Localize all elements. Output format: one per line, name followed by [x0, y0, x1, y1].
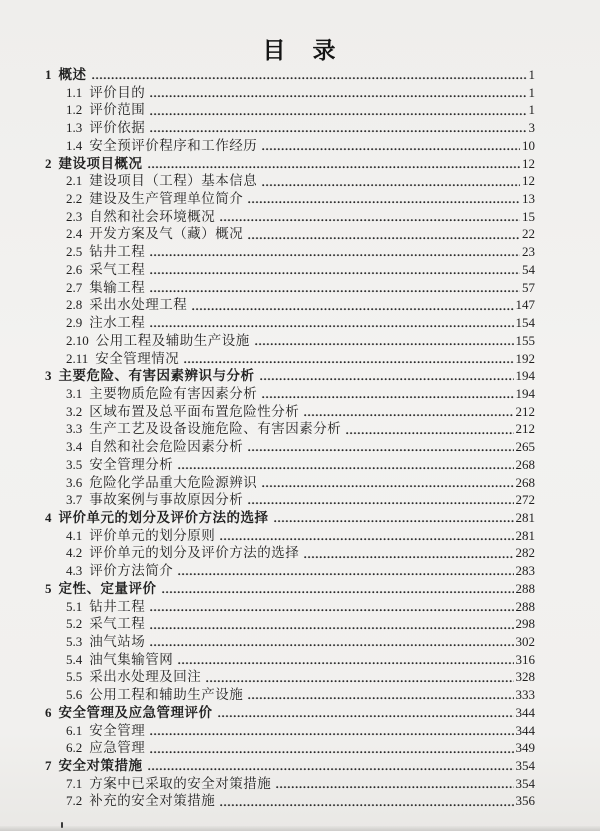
toc-entry: [45, 527, 535, 545]
toc-entry-number: 3.5: [66, 456, 83, 472]
toc-entry-page: 268: [515, 474, 535, 490]
dot-leader: [150, 271, 520, 275]
toc-entry-number: 5.1: [66, 598, 83, 614]
toc-entry-label: 采出水处理及回注: [89, 669, 202, 685]
toc-entry-number: 5.4: [66, 651, 83, 667]
toc-entry-label: 概述: [58, 67, 87, 82]
toc-entry: [45, 403, 535, 421]
toc-entry: [45, 243, 535, 261]
toc-entry-page: 13: [522, 191, 535, 207]
dot-leader: [262, 183, 520, 187]
toc-entry-label: 评价单元的划分及评价方法的选择: [58, 509, 269, 525]
toc-entry-label: 采气工程: [89, 616, 146, 632]
toc-entry-number: 5.2: [66, 616, 83, 632]
toc-entry-label: 评价目的: [89, 84, 146, 100]
scan-speck: [61, 822, 63, 828]
toc-entry-label: 采出水处理工程: [89, 297, 188, 313]
toc-entry-page: 281: [515, 509, 535, 525]
toc-entry-page: 282: [515, 545, 535, 561]
toc-entry-label: 安全管理及应急管理评价: [58, 704, 213, 720]
toc-entry-label: 安全预评价程序和工作经历: [89, 137, 258, 153]
dot-leader: [274, 519, 514, 523]
toc-entry: [45, 438, 535, 456]
toc-entry-page: 328: [515, 669, 535, 685]
toc-entry-number: 2.4: [66, 226, 83, 242]
dot-leader: [248, 448, 513, 452]
dot-leader: [150, 129, 526, 133]
toc-entry-label: 安全管理情况: [95, 350, 180, 366]
toc-entry-number: 2.10: [66, 332, 89, 348]
dot-leader: [148, 165, 521, 169]
toc-entry-page: 354: [515, 758, 535, 774]
toc-entry: [45, 101, 535, 119]
toc-entry-label: 注水工程: [89, 315, 146, 331]
dot-leader: [248, 200, 520, 204]
toc-entry-label: 区域布置及总平面布置危险性分析: [89, 403, 300, 419]
toc-entry: [45, 350, 535, 368]
toc-entry: [45, 739, 535, 757]
dot-leader: [346, 431, 513, 435]
dot-leader: [148, 767, 514, 771]
toc-entry-label: 安全管理: [89, 722, 146, 738]
dot-leader: [262, 395, 513, 399]
toc-entry-number: 2.8: [66, 297, 83, 313]
page-title: 目 录: [262, 38, 338, 63]
toc-entry: [45, 66, 535, 84]
toc-entry-label: 采气工程: [89, 261, 146, 277]
toc-entry: [45, 420, 535, 438]
toc-entry-page: 54: [522, 261, 535, 277]
toc-entry-page: 1: [528, 84, 535, 100]
toc-entry-label: 钻井工程: [89, 244, 146, 260]
toc-entry-label: 开发方案及气（藏）概况: [89, 226, 244, 242]
toc-entry-number: 1.3: [66, 120, 83, 136]
toc-entry: [45, 119, 535, 137]
toc-entry-number: 2: [45, 155, 52, 171]
dot-leader: [150, 94, 526, 98]
dot-leader: [262, 484, 513, 488]
toc-entry-number: 2.7: [66, 279, 83, 295]
toc-entry-page: 147: [515, 297, 535, 313]
toc-entry: [45, 509, 535, 527]
dot-leader: [178, 572, 513, 576]
toc-entry-page: 333: [515, 687, 535, 703]
dot-leader: [262, 147, 520, 151]
toc-entry-page: 281: [515, 527, 535, 543]
toc-entry-page: 3: [528, 120, 535, 136]
toc-entry-page: 15: [522, 208, 535, 224]
toc-entry: [45, 580, 535, 598]
toc-entry-number: 3.2: [66, 403, 83, 419]
toc-entry: [45, 704, 535, 722]
toc-entry: [45, 225, 535, 243]
toc-entry-page: 155: [515, 332, 535, 348]
toc-entry-number: 2.3: [66, 208, 83, 224]
dot-leader: [162, 590, 514, 594]
toc-entry-number: 4: [45, 509, 52, 525]
dot-leader: [218, 714, 514, 718]
toc-entry: [45, 562, 535, 580]
toc-entry: [45, 385, 535, 403]
toc-entry-page: 302: [515, 634, 535, 649]
toc-entry-page: 298: [515, 616, 535, 632]
toc-entry-page: 194: [515, 385, 535, 401]
dot-leader: [304, 413, 513, 417]
toc-entry-number: 7: [45, 758, 52, 774]
toc-entry: [45, 208, 535, 226]
toc-entry-number: 6.2: [66, 740, 83, 756]
toc-entry: [45, 155, 535, 173]
toc-entry-label: 钻井工程: [89, 598, 146, 614]
toc-entry-label: 事故案例与事故原因分析: [89, 492, 244, 508]
toc-entry: [45, 544, 535, 562]
toc-entry-label: 评价范围: [89, 102, 146, 118]
toc-entry-number: 4.3: [66, 563, 83, 579]
toc-entry-page: 194: [515, 368, 535, 384]
dot-leader: [304, 555, 513, 559]
toc-entry-number: 2.6: [66, 261, 83, 277]
toc-entry-label: 安全对策措施: [58, 758, 143, 774]
toc-entry-label: 主要危险、有害因素辨识与分析: [58, 368, 255, 384]
toc-entry-number: 1.2: [66, 102, 83, 118]
toc-entry-label: 补充的安全对策措施: [89, 793, 216, 809]
dot-leader: [255, 342, 514, 346]
toc-entry-label: 危险化学品重大危险源辨识: [89, 474, 258, 490]
toc-entry-page: 22: [522, 226, 535, 242]
dot-leader: [184, 360, 513, 364]
toc-entry: [45, 261, 535, 279]
toc-entry-page: 283: [515, 563, 535, 579]
toc-entry: [45, 757, 535, 775]
toc-entry-page: 265: [515, 439, 535, 455]
toc-entry: [45, 279, 535, 297]
dot-leader: [192, 307, 513, 311]
dot-leader: [92, 76, 527, 80]
toc-list: [45, 66, 535, 810]
dot-leader: [150, 289, 520, 293]
toc-entry-label: 评价依据: [89, 120, 146, 136]
toc-entry-number: 6.1: [66, 722, 83, 738]
toc-entry-page: 12: [522, 173, 535, 189]
toc-entry-page: 1: [528, 67, 535, 82]
toc-entry-label: 建设及生产管理单位简介: [89, 191, 244, 207]
dot-leader: [150, 112, 526, 116]
toc-entry-number: 4.1: [66, 527, 83, 543]
toc-entry-label: 建设项目概况: [58, 155, 143, 171]
toc-entry: [45, 137, 535, 155]
toc-entry: [45, 686, 535, 704]
toc-entry-page: 154: [515, 315, 535, 331]
dot-leader: [150, 643, 513, 647]
dot-leader: [150, 626, 513, 630]
toc-entry-label: 生产工艺及设备设施危险、有害因素分析: [89, 421, 342, 437]
dot-leader: [276, 785, 513, 789]
toc-entry: [45, 491, 535, 509]
toc-entry: [45, 598, 535, 616]
toc-entry-page: 356: [515, 793, 535, 809]
toc-entry-number: 4.2: [66, 545, 83, 561]
dot-leader: [220, 803, 513, 807]
toc-entry: [45, 668, 535, 686]
toc-entry-page: 1: [528, 102, 535, 118]
toc-entry: [45, 296, 535, 314]
toc-entry-number: 2.2: [66, 191, 83, 207]
toc-entry-label: 油气站场: [89, 634, 146, 649]
toc-entry-label: 评价单元的划分及评价方法的选择: [89, 545, 300, 561]
toc-entry-number: 5.3: [66, 634, 83, 649]
toc-entry-page: 316: [515, 651, 535, 667]
toc-entry-label: 公用工程和辅助生产设施: [89, 687, 244, 703]
toc-entry: [45, 474, 535, 492]
toc-entry-number: 5: [45, 580, 52, 596]
toc-entry-number: 3.6: [66, 474, 83, 490]
toc-entry: [45, 633, 535, 651]
toc-entry-number: 5.5: [66, 669, 83, 685]
toc-entry-label: 建设项目（工程）基本信息: [89, 173, 258, 189]
dot-leader: [248, 501, 513, 505]
dot-leader: [150, 608, 513, 612]
toc-entry-page: 268: [515, 456, 535, 472]
toc-entry-number: 3.3: [66, 421, 83, 437]
toc-entry-number: 3.4: [66, 439, 83, 455]
toc-entry-number: 6: [45, 704, 52, 720]
dot-leader: [150, 750, 513, 754]
toc-entry-label: 集输工程: [89, 279, 146, 295]
toc-entry-label: 自然和社会环境概况: [89, 208, 216, 224]
toc-entry-number: 2.5: [66, 244, 83, 260]
toc-entry-page: 354: [515, 775, 535, 791]
toc-entry-page: 212: [515, 403, 535, 419]
toc-entry-page: 288: [515, 580, 535, 596]
toc-entry: [45, 332, 535, 350]
dot-leader: [150, 732, 513, 736]
toc-entry: [45, 615, 535, 633]
toc-entry-page: 23: [522, 244, 535, 260]
toc-entry-page: 192: [515, 350, 535, 366]
toc-entry-page: 12: [522, 155, 535, 171]
dot-leader: [206, 679, 513, 683]
toc-entry: [45, 367, 535, 385]
toc-entry-number: 3.1: [66, 385, 83, 401]
dot-leader: [260, 377, 514, 381]
toc-entry: [45, 792, 535, 810]
toc-entry: [45, 775, 535, 793]
toc-entry: [45, 456, 535, 474]
dot-leader: [220, 218, 520, 222]
toc-entry-page: 349: [515, 740, 535, 756]
toc-entry-page: 10: [522, 137, 535, 153]
toc-entry-label: 评价方法简介: [89, 563, 174, 579]
toc-entry: [45, 84, 535, 102]
dot-leader: [150, 253, 520, 257]
toc-entry-number: 7.1: [66, 775, 83, 791]
toc-entry-page: 344: [515, 704, 535, 720]
toc-entry-label: 定性、定量评价: [58, 580, 157, 596]
toc-entry: [45, 314, 535, 332]
toc-entry-label: 公用工程及辅助生产设施: [95, 332, 250, 348]
toc-entry-number: 2.11: [66, 350, 89, 366]
toc-entry-page: 212: [515, 421, 535, 437]
toc-entry: [45, 722, 535, 740]
dot-leader: [178, 466, 513, 470]
toc-entry-label: 自然和社会危险因素分析: [89, 439, 244, 455]
toc-entry-label: 油气集输管网: [89, 651, 174, 667]
toc-entry-label: 方案中已采取的安全对策措施: [89, 775, 272, 791]
toc-entry-page: 344: [515, 722, 535, 738]
dot-leader: [178, 661, 513, 665]
toc-entry-page: 272: [515, 492, 535, 508]
dot-leader: [248, 236, 520, 240]
toc-entry: [45, 172, 535, 190]
toc-entry-number: 5.6: [66, 687, 83, 703]
toc-entry-number: 2.1: [66, 173, 83, 189]
dot-leader: [220, 537, 513, 541]
toc-entry-label: 评价单元的划分原则: [89, 527, 216, 543]
toc-entry-page: 57: [522, 279, 535, 295]
dot-leader: [248, 696, 513, 700]
toc-entry: [45, 651, 535, 669]
toc-entry-number: 1.1: [66, 84, 83, 100]
toc-entry-page: 288: [515, 598, 535, 614]
dot-leader: [150, 324, 513, 328]
toc-entry-number: 3.7: [66, 492, 83, 508]
scan-bottom-shadow: [0, 826, 600, 831]
toc-entry-number: 1.4: [66, 137, 83, 153]
toc-entry-number: 2.9: [66, 315, 83, 331]
toc-entry-label: 主要物质危险有害因素分析: [89, 385, 258, 401]
toc-entry: [45, 190, 535, 208]
toc-entry-label: 应急管理: [89, 740, 146, 756]
toc-entry-number: 1: [45, 67, 52, 82]
toc-entry-number: 3: [45, 368, 52, 384]
toc-entry-number: 7.2: [66, 793, 83, 809]
toc-entry-label: 安全管理分析: [89, 456, 174, 472]
